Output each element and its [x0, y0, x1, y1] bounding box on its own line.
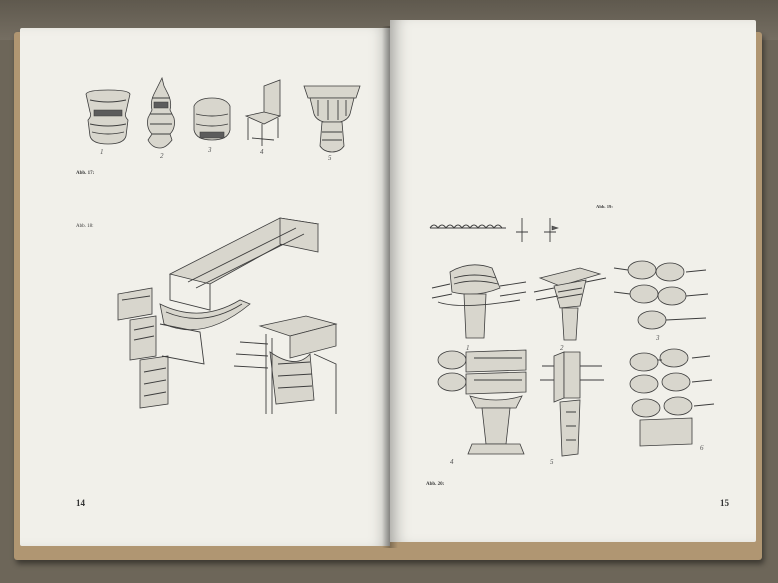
- fig17-number-5: 5: [328, 154, 332, 162]
- fig20-number-4: 4: [450, 458, 454, 466]
- figure-17-caption: [76, 171, 338, 177]
- right-page-number: 15: [720, 498, 729, 508]
- right-page: [390, 20, 756, 542]
- fig17-object-5: [304, 86, 360, 152]
- figure-19-caption: [596, 204, 720, 210]
- fig17-number-3: 3: [208, 146, 212, 154]
- fig17-number-4: 4: [260, 148, 264, 156]
- fig17-object-3: [194, 98, 230, 140]
- fig20-number-2: 2: [560, 344, 564, 352]
- fig20-number-5: 5: [550, 458, 554, 466]
- fig17-number-2: 2: [160, 152, 164, 160]
- fig20-post-2: [534, 268, 606, 340]
- fig17-object-4: [246, 80, 280, 146]
- fig20-post-1: [432, 265, 526, 338]
- figure-18-label: Abb. 18:: [76, 224, 94, 229]
- fig20-number-6: 6: [700, 444, 704, 452]
- fig20-number-1: 1: [466, 344, 470, 352]
- open-book: [14, 18, 766, 558]
- fig17-object-2: [148, 78, 175, 148]
- figure-19-label: Abb. 19:: [596, 204, 613, 209]
- fig20-post-4: [438, 350, 526, 454]
- fig20-post-5: [540, 352, 604, 456]
- figure-20-illustration: [430, 248, 730, 482]
- left-page: [20, 28, 390, 546]
- figure-20-caption: [426, 482, 718, 488]
- fig17-number-1: 1: [100, 148, 104, 156]
- fig17-object-1: [86, 90, 130, 144]
- figure-17-label: Abb. 17:: [76, 171, 95, 176]
- figure-17-illustration: [78, 76, 368, 164]
- fig20-post-3: [614, 261, 708, 329]
- figure-20-label: Abb. 20:: [426, 482, 445, 487]
- figure-18-illustration: [100, 204, 360, 436]
- fig20-number-3: 3: [656, 334, 660, 342]
- figure-19-illustration: [426, 214, 586, 248]
- left-page-number: 14: [76, 498, 85, 508]
- fig20-post-6: [630, 349, 714, 446]
